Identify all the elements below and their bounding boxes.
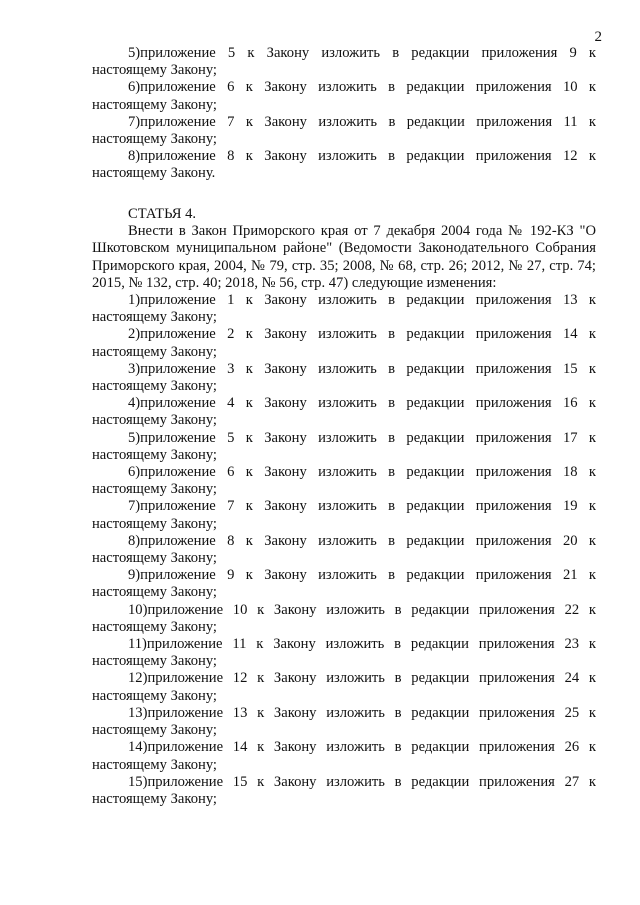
item-first-line: 10)приложение 10 к Закону изложить в редакции приложения 22 к	[128, 601, 596, 618]
list-item	[92, 45, 596, 79]
item-continuation: настоящему Закону;	[92, 481, 217, 498]
article-heading: СТАТЬЯ 4.	[128, 206, 197, 222]
article-intro: Внести в Закон Приморского края от 7 декабря 2004 года № 192-КЗ "О Шкотовском муниципальном районе" (Ведомости Законодательного Собрания Приморского края, 2004, № 79, стр. 35; 2008, № 68, стр. 26; 2012, № 27, стр. 74; 2015, № 132, стр. 40; 2018, № 56, стр. 47) следующие изменения:	[92, 223, 596, 291]
item-continuation: настоящему Закону.	[92, 165, 216, 182]
item-continuation: настоящему Закону;	[92, 722, 217, 739]
list-item	[92, 705, 596, 739]
item-first-line: 7)приложение 7 к Закону изложить в редакции приложения 19 к	[128, 498, 596, 515]
item-continuation: настоящему Закону;	[92, 584, 217, 601]
list-item	[92, 326, 596, 360]
item-continuation: настоящему Закону;	[92, 446, 217, 463]
item-first-line: 6)приложение 6 к Закону изложить в редакции приложения 10 к	[128, 79, 596, 96]
item-first-line: 14)приложение 14 к Закону изложить в редакции приложения 26 к	[128, 739, 596, 756]
list-item	[92, 114, 596, 148]
item-first-line: 4)приложение 4 к Закону изложить в редакции приложения 16 к	[128, 395, 596, 412]
item-first-line: 5)приложение 5 к Закону изложить в редакции приложения 17 к	[128, 429, 596, 446]
item-first-line: 11)приложение 11 к Закону изложить в редакции приложения 23 к	[128, 636, 596, 653]
article-section	[92, 206, 596, 808]
item-continuation: настоящему Закону;	[92, 309, 217, 326]
item-first-line: 15)приложение 15 к Закону изложить в редакции приложения 27 к	[128, 773, 596, 790]
item-continuation: настоящему Закону;	[92, 412, 217, 429]
item-first-line: 7)приложение 7 к Закону изложить в редакции приложения 11 к	[128, 113, 596, 130]
list-item	[92, 533, 596, 567]
page-number: 2	[594, 29, 602, 45]
item-continuation: настоящему Закону;	[92, 756, 217, 773]
list-item	[92, 739, 596, 773]
list-item	[92, 395, 596, 429]
list-item	[92, 464, 596, 498]
item-continuation: настоящему Закону;	[92, 687, 217, 704]
item-first-line: 8)приложение 8 к Закону изложить в редакции приложения 20 к	[128, 532, 596, 549]
list-item	[92, 430, 596, 464]
item-continuation: настоящему Закону;	[92, 653, 217, 670]
item-first-line: 8)приложение 8 к Закону изложить в редакции приложения 12 к	[128, 148, 596, 165]
item-continuation: настоящему Закону;	[92, 343, 217, 360]
item-first-line: 1)приложение 1 к Закону изложить в редакции приложения 13 к	[128, 292, 596, 309]
top-items-list	[92, 45, 596, 183]
item-continuation: настоящему Закону;	[92, 618, 217, 635]
item-first-line: 2)приложение 2 к Закону изложить в редакции приложения 14 к	[128, 326, 596, 343]
list-item	[92, 670, 596, 704]
item-continuation: настоящему Закону;	[92, 515, 217, 532]
list-item	[92, 636, 596, 670]
item-first-line: 3)приложение 3 к Закону изложить в редакции приложения 15 к	[128, 360, 596, 377]
item-first-line: 9)приложение 9 к Закону изложить в редакции приложения 21 к	[128, 567, 596, 584]
item-first-line: 5)приложение 5 к Закону изложить в редакции приложения 9 к	[128, 45, 596, 61]
list-item	[92, 774, 596, 808]
item-continuation: настоящему Закону;	[92, 62, 217, 79]
list-item	[92, 292, 596, 326]
list-item	[92, 79, 596, 113]
item-first-line: 12)приложение 12 к Закону изложить в редакции приложения 24 к	[128, 670, 596, 687]
list-item	[92, 567, 596, 601]
item-first-line: 13)приложение 13 к Закону изложить в редакции приложения 25 к	[128, 704, 596, 721]
item-continuation: настоящему Закону;	[92, 131, 217, 148]
list-item	[92, 361, 596, 395]
list-item	[92, 498, 596, 532]
item-continuation: настоящему Закону;	[92, 790, 217, 807]
item-continuation: настоящему Закону;	[92, 378, 217, 395]
item-first-line: 6)приложение 6 к Закону изложить в редакции приложения 18 к	[128, 464, 596, 481]
article-items-list	[92, 292, 596, 808]
item-continuation: настоящему Закону;	[92, 96, 217, 113]
list-item	[92, 602, 596, 636]
item-continuation: настоящему Закону;	[92, 550, 217, 567]
list-item	[92, 148, 596, 182]
